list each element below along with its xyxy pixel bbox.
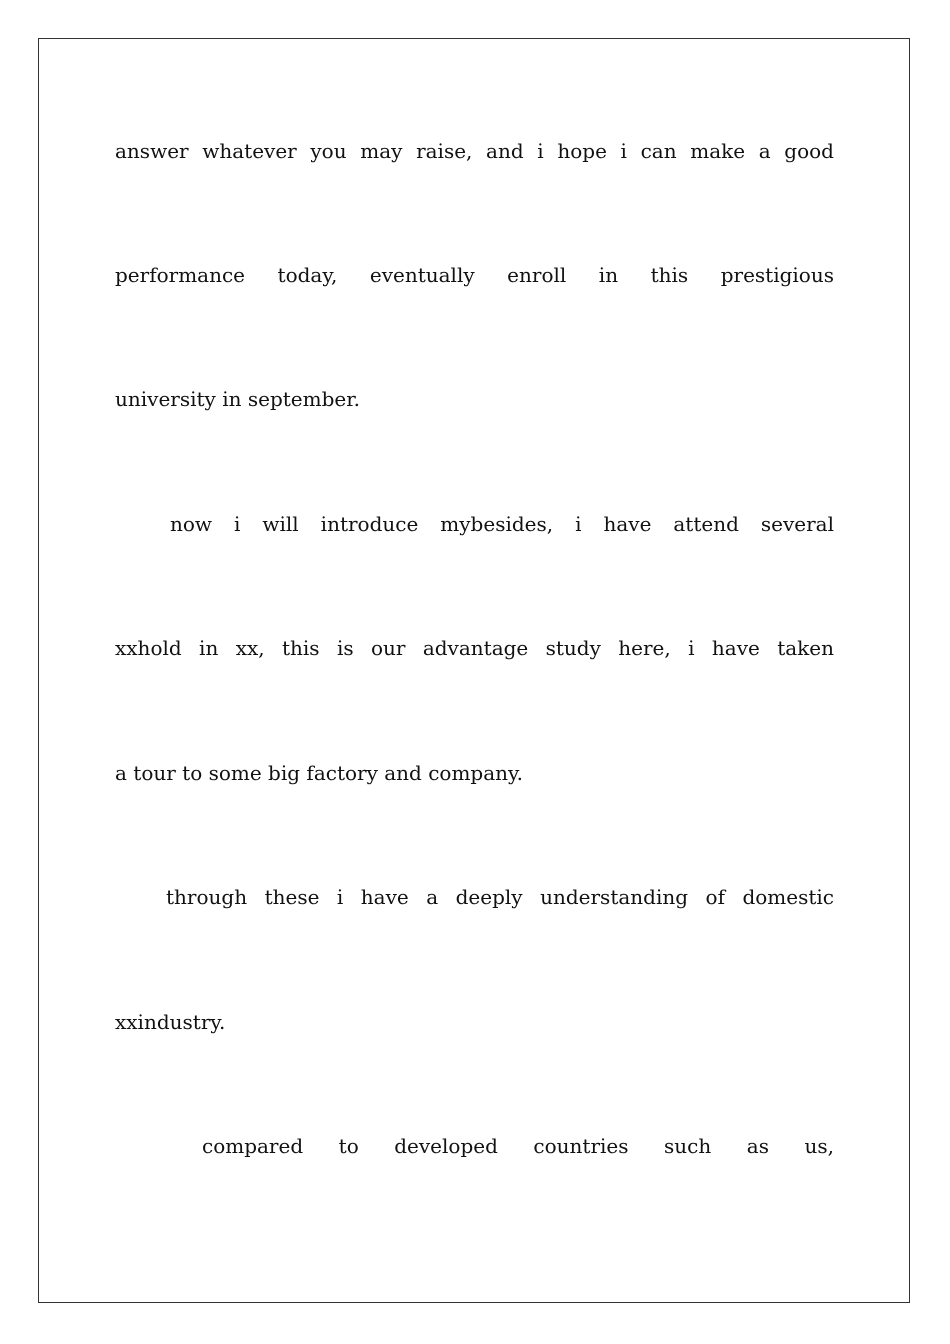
paragraph-first-line-1: now i will introduce mybesides, i have attend several <box>170 512 834 536</box>
paragraph-first-line-2: through these i have a deeply understanding of domestic <box>166 885 834 909</box>
text-line-1: answer whatever you may raise, and i hope i can make a good <box>115 139 834 163</box>
text-line-3: university in september. <box>115 387 360 411</box>
page-frame <box>38 38 910 1303</box>
text-line-6: a tour to some big factory and company. <box>115 761 524 785</box>
text-line-5: xxhold in xx, this is our advantage study here, i have taken <box>115 636 834 660</box>
text-line-8: xxindustry. <box>115 1010 226 1034</box>
text-line-2: performance today, eventually enroll in this prestigious <box>115 263 834 287</box>
paragraph-first-line-3: compared to developed countries such as us, <box>202 1134 834 1158</box>
